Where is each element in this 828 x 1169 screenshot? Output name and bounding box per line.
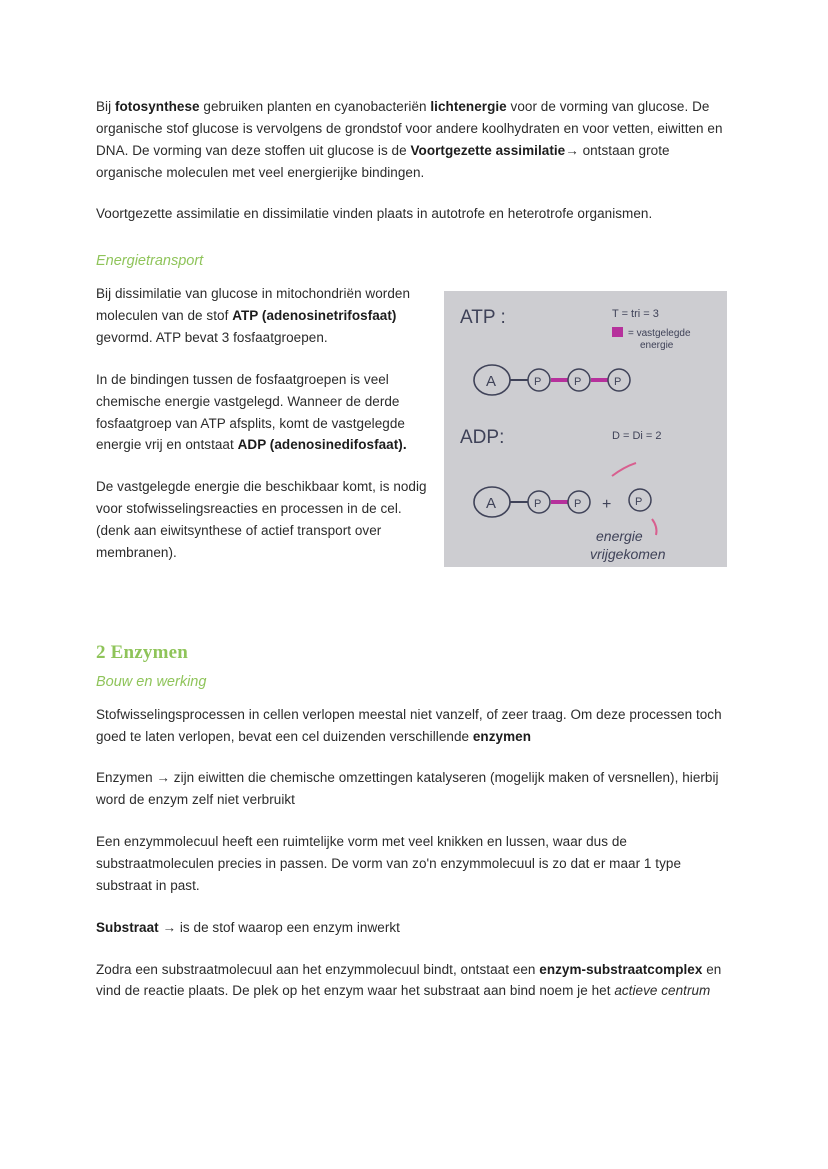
energietransport-text-column	[96, 283, 436, 563]
svg-text:vrijgekomen: vrijgekomen	[590, 546, 666, 563]
document-content	[96, 96, 732, 1022]
paragraph-stofwisselingsprocessen: Stofwisselingsprocessen in cellen verlopen meestal niet vanzelf, of zeer traag. Om deze processen toch goed te laten verlopen, bevat een cel duizenden verschillende enzymen	[96, 706, 722, 744]
svg-text:A: A	[486, 495, 497, 513]
svg-text:energie: energie	[640, 340, 674, 352]
svg-text:P: P	[574, 376, 582, 389]
heading-bouw-en-werking: Bouw en werking	[96, 673, 207, 690]
paragraph-enzym-substraatcomplex: Zodra een substraatmolecuul aan het enzymmolecuul bindt, ontstaat een enzym-substraatcomplex en vind de reactie plaats. De plek op het enzym waar het substraat aan bind noem je het actieve centrum	[96, 961, 722, 999]
paragraph-bindingen: In de bindingen tussen de fosfaatgroepen is veel chemische energie vastgelegd. Wanneer de derde fosfaatgroep van ATP afsplits, komt de vastgelegde energie vrij en ontstaat ADP (adenosinedifosfaat).	[96, 371, 407, 453]
svg-text:ADP:: ADP:	[460, 427, 505, 449]
heading-energietransport: Energietransport	[96, 253, 204, 270]
paragraph-assimilatie-dissimilatie: Voortgezette assimilatie en dissimilatie vinden plaats in autotrofe en heterotrofe organismen.	[96, 206, 653, 222]
energietransport-section	[96, 283, 732, 563]
svg-text:P: P	[574, 498, 582, 511]
paragraph-substraat: Substraat → is de stof waarop een enzym inwerkt	[96, 919, 400, 935]
paragraph-enzymmolecuul: Een enzymmolecuul heeft een ruimtelijke vorm met veel knikken en lussen, waar dus de substraatmoleculen precies in passen. De vorm van zo'n enzymmolecuul is zo dat er maar 1 type substraat in past.	[96, 834, 681, 893]
paragraph-fotosynthese: Bij fotosynthese gebruiken planten en cyanobacteriën lichtenergie voor de vorming van glucose. De organische stof glucose is vervolgens de grondstof voor andere koolhydraten en voor vetten, eiwitten en DNA. De vorming van deze stoffen uit glucose is de Voortgezette assimilatie→ ontstaan grote organische moleculen met veel energierijke bindingen.	[96, 99, 723, 180]
svg-text:P: P	[635, 496, 643, 509]
svg-text:P: P	[534, 376, 542, 389]
paragraph-atp: Bij dissimilatie van glucose in mitochondriën worden moleculen van de stof ATP (adenosinetrifosfaat) gevormd. ATP bevat 3 fosfaatgroepen.	[96, 286, 411, 346]
paragraph-stofwisseling: De vastgelegde energie die beschikbaar komt, is nodig voor stofwisselingsreacties en processen in de cel. (denk aan eiwitsynthese of actief transport over membranen).	[96, 479, 427, 560]
svg-text:energie: energie	[596, 528, 643, 545]
svg-text:+: +	[602, 496, 612, 514]
svg-text:ATP :: ATP :	[460, 307, 506, 329]
svg-text:P: P	[614, 376, 622, 389]
svg-text:T = tri = 3: T = tri = 3	[612, 308, 659, 321]
paragraph-enzymen-definitie: Enzymen → zijn eiwitten die chemische omzettingen katalyseren (mogelijk maken of versnellen), hierbij word de enzym zelf niet verbruikt	[96, 770, 719, 808]
svg-text:P: P	[534, 498, 542, 511]
svg-text:D = Di = 2: D = Di = 2	[612, 430, 662, 443]
svg-text:= vastgelegde: = vastgelegde	[628, 328, 691, 340]
heading-enzymen: 2 Enzymen	[96, 641, 189, 663]
atp-adp-whiteboard-photo	[444, 291, 727, 567]
svg-text:A: A	[486, 373, 497, 391]
